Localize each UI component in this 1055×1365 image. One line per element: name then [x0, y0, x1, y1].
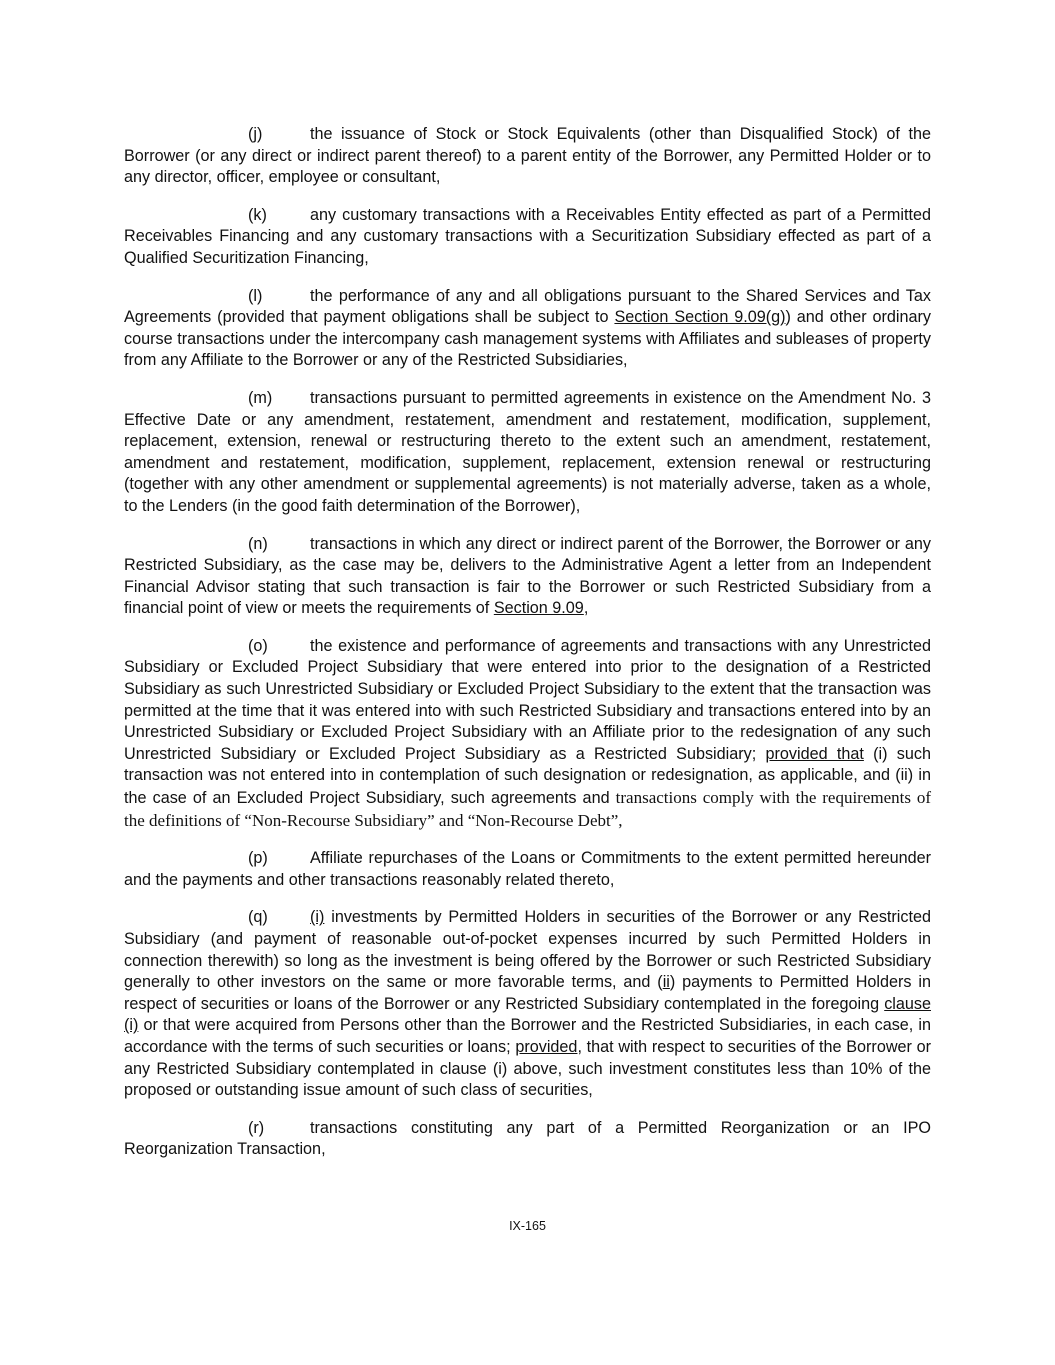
clause-text: ) payments to Permitted Holders in respect of securities or loans of the Borrower or any Restricted Subsidiary contemplated in the foregoing: [124, 973, 931, 1013]
subclause-ii: ii: [662, 973, 670, 992]
clause-label: (o): [248, 636, 268, 655]
clause-label: (m): [248, 388, 273, 407]
page-number: IX-165: [509, 1219, 546, 1233]
clause-text: any customary transactions with a Receivables Entity effected as part of a Permitted Receivables Financing and any customary transactions with a Securitization Subsidiary effected as part of a Qualified Securitization Financing,: [124, 205, 931, 267]
clause-r: [124, 1118, 931, 1161]
clause-text: the existence and performance of agreements and transactions with any Unrestricted Subsidiary or Excluded Project Subsidiary that were entered into prior to the designation of a Restricted Subsidiary as such Unrestricted Subsidiary or Excluded Project Subsidiary to the extent that the transaction was permitted at the time that it was entered into with such Restricted Subsidiary and transactions entered into by an Unrestricted Subsidiary or Excluded Project Subsidiary with an Affiliate prior to the redesignation of any such Unrestricted Subsidiary or Excluded Project Subsidiary as a Restricted Subsidiary;: [124, 636, 931, 763]
clause-text: or that were acquired from Persons other than the Borrower and the Restricted Subsidiaries, in each case, in accordance with the terms of such securities or loans;: [124, 1016, 931, 1056]
clause-k: [124, 205, 931, 270]
provided-that: provided that: [765, 744, 864, 763]
clause-q: [124, 907, 931, 1101]
clause-label: (j): [248, 125, 263, 143]
clause-p: [124, 848, 931, 891]
clause-label: (n): [248, 534, 268, 553]
clause-text: the performance of any and all obligations pursuant to the Shared Services and Tax Agreements (provided that payment obligations shall be subject to: [124, 286, 931, 327]
clause-l: [124, 286, 931, 372]
clause-label: (p): [248, 849, 268, 868]
clause-reference: clause (i): [124, 994, 931, 1035]
clause-o: [124, 636, 931, 832]
clause-text: transactions pursuant to permitted agreements in existence on the Amendment No. 3 Effective Date or any amendment, restatement, amendment and restatement, modification, supplement, replacement, extension, renewal or restructuring thereto to the extent such an amendment, restatement, amendment and restatement, modification, supplement, replacement, extension renewal or restructuring (together with any other amendment or supplemental agreements) is not materially adverse, taken as a whole, to the Lenders (in the good faith determination of the Borrower),: [124, 388, 931, 515]
document-body: [124, 124, 931, 1177]
clause-label: (r): [248, 1118, 265, 1137]
clause-n: [124, 534, 931, 620]
clause-text: the issuance of Stock or Stock Equivalents (other than Disqualified Stock) of the Borrower (or any direct or indirect parent thereof) to a parent entity of the Borrower, any Permitted Holder or to any director, officer, employee or consultant,: [124, 125, 931, 187]
clause-label: (l): [248, 286, 263, 305]
clause-text: transactions in which any direct or indirect parent of the Borrower, the Borrower or any Restricted Subsidiary, as the case may be, delivers to the Administrative Agent a letter from an Independent Financial Advisor stating that such transaction is fair to the Borrower or such Restricted Subsidiary from a financial point of view or meets the requirements of: [124, 534, 931, 618]
clause-text: Affiliate repurchases of the Loans or Commitments to the extent permitted hereunder and the payments and other transactions reasonably related thereto,: [124, 849, 931, 889]
clause-text: transactions constituting any part of a Permitted Reorganization or an IPO Reorganization Transaction,: [124, 1118, 931, 1159]
section-reference: Section 9.09: [493, 599, 584, 618]
section-reference: Section Section 9.09(g): [614, 308, 786, 327]
clause-label: (q): [248, 908, 268, 927]
clause-text-serif: transactions comply with the requirements of the definitions of “Non-Recourse Subsidiary” and “Non-Recourse Debt”,: [124, 788, 931, 830]
clause-text: investments by Permitted Holders in securities of the Borrower or any Restricted Subsidiary (and payment of reasonable out-of-pocket expenses incurred by such Permitted Holders in connection therewith) so long as the investment is being offered by the Borrower or such Restricted Subsidiary generally to other investors on the same or more favorable terms, and (: [124, 908, 931, 992]
clause-text: (i) such transaction was not entered into in contemplation of such designation or redesignation, as applicable, and (ii) in the case of an Excluded Project Subsidiary, such agreements and: [124, 744, 931, 808]
clause-m: [124, 388, 931, 518]
clause-text: , that with respect to securities of the Borrower or any Restricted Subsidiary contemplated in clause (i) above, such investment constitutes less than 10% of the proposed or outstanding issue amount of such class of securities,: [124, 1037, 931, 1100]
clause-j: [124, 124, 931, 189]
subclause-i: (i): [310, 908, 325, 927]
provided: provided: [515, 1037, 578, 1056]
clause-text: ) and other ordinary course transactions under the intercompany cash management systems with Affiliates and subleases of property from any Affiliate to the Borrower or any of the Restricted Subsidiaries,: [124, 308, 931, 370]
clause-label: (k): [248, 205, 267, 224]
clause-text: ,: [583, 599, 589, 618]
